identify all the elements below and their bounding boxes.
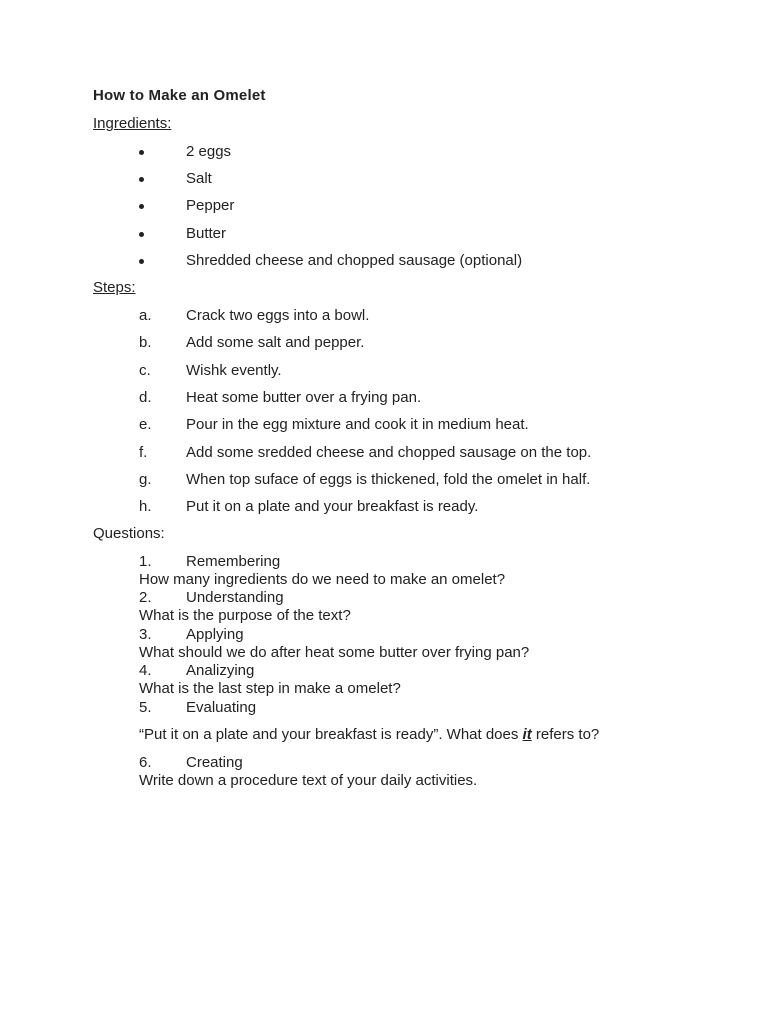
- question-number: 2.: [139, 589, 152, 606]
- question-level: [0, 625, 768, 645]
- document-title: How to Make an Omelet: [93, 87, 266, 104]
- question-level-label: Understanding: [186, 589, 284, 606]
- emphasized-word: it: [522, 726, 532, 743]
- ingredient-text: Shredded cheese and chopped sausage (optional): [186, 252, 523, 269]
- step-item: [0, 470, 768, 490]
- questions-heading: Questions:: [93, 525, 165, 542]
- step-text: Pour in the egg mixture and cook it in medium heat.: [186, 416, 529, 433]
- step-marker: e.: [139, 416, 152, 433]
- step-text: Add some salt and pepper.: [186, 334, 365, 351]
- question-text: What is the last step in make a omelet?: [139, 680, 401, 697]
- bullet-icon: [139, 259, 144, 264]
- step-text: Put it on a plate and your breakfast is ready.: [186, 498, 479, 515]
- step-text: When top suface of eggs is thickened, fold the omelet in half.: [186, 471, 591, 488]
- step-text: Add some sredded cheese and chopped sausage on the top.: [186, 444, 592, 461]
- question-text: Write down a procedure text of your daily activities.: [139, 772, 478, 789]
- step-text: Heat some butter over a frying pan.: [186, 389, 422, 406]
- ingredients-heading: Ingredients:: [93, 115, 172, 132]
- step-item: [0, 333, 768, 353]
- ingredient-text: 2 eggs: [186, 143, 232, 160]
- step-item: [0, 497, 768, 517]
- question-level: [0, 698, 768, 718]
- step-item: [0, 415, 768, 435]
- question-number: 1.: [139, 553, 152, 570]
- question-level-label: Analizying: [186, 662, 255, 679]
- bullet-icon: [139, 204, 144, 209]
- step-marker: h.: [139, 498, 152, 515]
- question-level-label: Creating: [186, 754, 243, 771]
- question-level: [0, 552, 768, 572]
- bullet-icon: [139, 150, 144, 155]
- step-text: Wishk evently.: [186, 362, 282, 379]
- question-text: What is the purpose of the text?: [139, 607, 351, 624]
- step-text: Crack two eggs into a bowl.: [186, 307, 370, 324]
- question-text: [139, 726, 599, 744]
- question-level-label: Remembering: [186, 553, 281, 570]
- question-number: 6.: [139, 754, 152, 771]
- ingredient-item: [0, 196, 768, 216]
- question-text-before: “Put it on a plate and your breakfast is ready”. What does: [139, 726, 523, 743]
- question-level: [0, 661, 768, 681]
- bullet-icon: [139, 177, 144, 182]
- steps-heading: Steps:: [93, 279, 136, 296]
- question-level: [0, 588, 768, 608]
- question-level-label: Applying: [186, 626, 244, 643]
- ingredient-item: [0, 169, 768, 189]
- bullet-icon: [139, 232, 144, 237]
- step-item: [0, 443, 768, 463]
- step-marker: g.: [139, 471, 152, 488]
- step-marker: c.: [139, 362, 151, 379]
- ingredient-text: Butter: [186, 225, 227, 242]
- question-number: 5.: [139, 699, 152, 716]
- question-level-label: Evaluating: [186, 699, 257, 716]
- ingredient-item: [0, 142, 768, 162]
- question-text: How many ingredients do we need to make an omelet?: [139, 571, 506, 588]
- question-number: 3.: [139, 626, 152, 643]
- ingredient-text: Salt: [186, 170, 212, 187]
- question-text-after: refers to?: [531, 726, 600, 743]
- question-text: What should we do after heat some butter over frying pan?: [139, 644, 530, 661]
- step-item: [0, 306, 768, 326]
- ingredient-text: Pepper: [186, 197, 235, 214]
- ingredient-item: [0, 251, 768, 271]
- step-item: [0, 361, 768, 381]
- question-number: 4.: [139, 662, 152, 679]
- ingredient-item: [0, 224, 768, 244]
- step-marker: a.: [139, 307, 152, 324]
- step-item: [0, 388, 768, 408]
- step-marker: d.: [139, 389, 152, 406]
- question-level: [0, 753, 768, 773]
- step-marker: b.: [139, 334, 152, 351]
- step-marker: f.: [139, 444, 148, 461]
